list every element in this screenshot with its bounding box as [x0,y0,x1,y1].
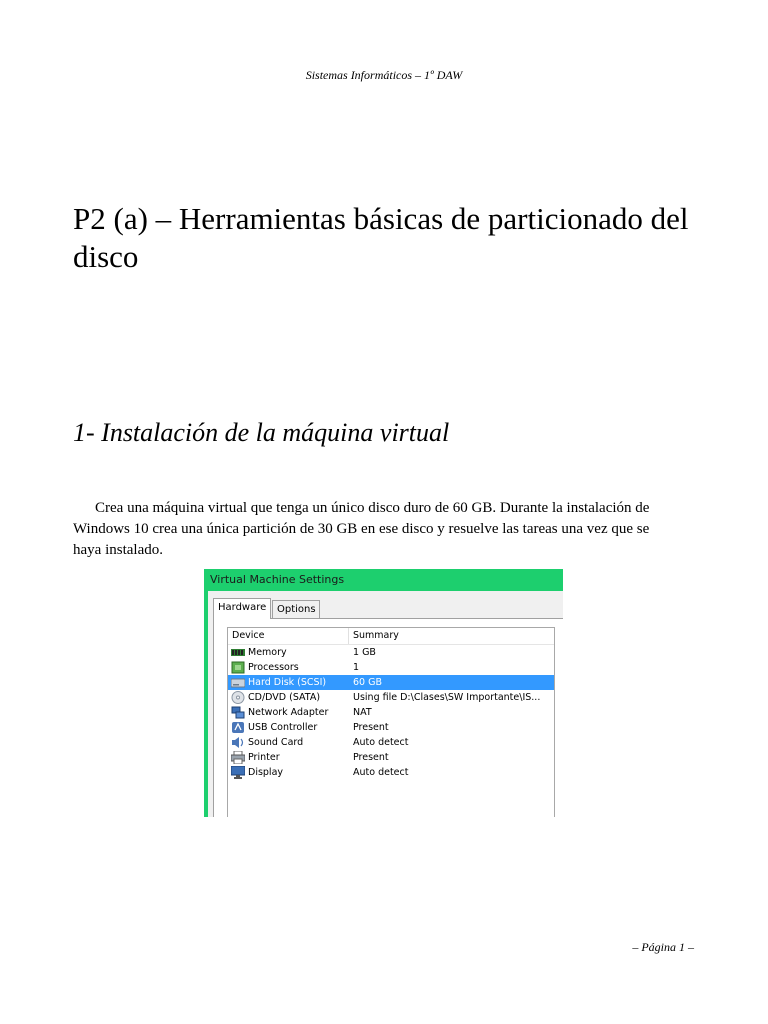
section-heading: 1- Instalación de la máquina virtual [73,418,450,447]
instructions-paragraph: Crea una máquina virtual que tenga un único disco duro de 60 GB. Durante la instalación de Windows 10 crea una única partición de 30 GB en ese disco y resuelve las tareas una vez que se haya instalado. [73,500,650,558]
device-summary: Auto detect [353,767,409,778]
network-adapter-icon [231,706,245,719]
device-row-memory[interactable] [228,645,554,660]
monitor-icon [231,766,245,779]
device-row-network-adapter[interactable] [228,705,554,720]
device-list-header [228,628,554,645]
device-name: Memory [248,647,287,658]
usb-icon [231,721,245,734]
tab-options[interactable]: Options [272,600,320,618]
window-border [204,569,208,817]
column-separator [348,628,349,644]
device-row-cd-dvd[interactable] [228,690,554,705]
hard-disk-icon [231,676,245,689]
printer-icon [231,751,245,764]
device-summary: NAT [353,707,372,718]
device-summary: Present [353,752,389,763]
page-number: – Página 1 – [632,940,694,954]
window-titlebar: Virtual Machine Settings [204,569,563,591]
processor-icon [231,661,245,674]
device-summary: 60 GB [353,677,382,688]
device-summary: Using file D:\Clases\SW Importante\IS... [353,692,541,703]
device-name: Network Adapter [248,707,329,718]
device-row-usb-controller[interactable] [228,720,554,735]
device-summary: 1 GB [353,647,376,658]
speaker-icon [231,736,245,749]
page-header: Sistemas Informáticos – 1º DAW [305,68,463,82]
device-summary: 1 [353,662,360,673]
device-name: CD/DVD (SATA) [248,692,321,703]
memory-icon [231,646,245,659]
device-list [227,627,555,817]
device-row-processors[interactable] [228,660,554,675]
column-header-device[interactable]: Device [232,630,265,641]
tab-hardware[interactable]: Hardware [213,598,271,619]
device-name: Printer [248,752,280,763]
device-summary: Present [353,722,389,733]
device-row-printer[interactable] [228,750,554,765]
device-row-sound-card[interactable] [228,735,554,750]
device-name: Sound Card [248,737,304,748]
device-row-display[interactable] [228,765,554,780]
device-name: Display [248,767,284,778]
cd-dvd-icon [231,691,245,704]
document-title: P2 (a) – Herramientas básicas de particionado del disco [73,201,689,274]
vm-settings-screenshot [204,569,563,817]
column-header-summary[interactable]: Summary [353,630,399,641]
device-summary: Auto detect [353,737,409,748]
device-name: Processors [248,662,299,673]
device-row-hard-disk[interactable] [228,675,554,690]
device-name: USB Controller [248,722,318,733]
device-name: Hard Disk (SCSI) [248,677,327,688]
